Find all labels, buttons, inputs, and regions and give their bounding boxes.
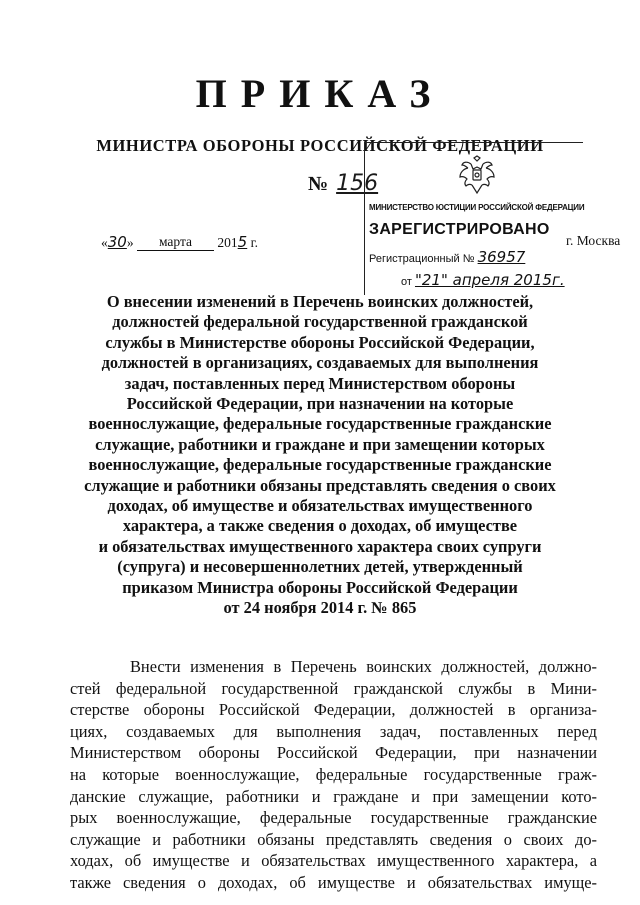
body-line: Внести изменения в Перечень воинских должностей, должно- — [130, 657, 597, 676]
body-line: стей федеральной государственной гражданской службы в Мини- — [70, 678, 597, 698]
body-line: циях, создаваемых для выполнения задач, поставленных перед — [70, 721, 597, 741]
heading-line: военнослужащие, федеральные государственные гражданские — [88, 455, 552, 475]
stamp-reg-label: Регистрационный № — [369, 253, 475, 265]
order-number-label: № — [308, 173, 329, 195]
date-close-quote: » — [126, 235, 134, 250]
heading-line: приказом Министра обороны Российской Федерации — [122, 577, 518, 597]
heading-line: служащие, работники и граждане и при замещении которых — [95, 434, 545, 454]
heading-line: и обязательствах имущественного характера своих супруги — [98, 536, 542, 556]
registration-stamp — [364, 142, 583, 295]
body-line: также сведения о доходах, об имуществе и обязательствах имуще- — [70, 872, 597, 892]
city: г. Москва — [566, 233, 621, 248]
body-line: на которые военнослужащие, федеральные государственные граж- — [70, 764, 597, 784]
heading-line: служащие и работники обязаны представлять сведения о своих — [84, 475, 556, 495]
date-year-unit: г. — [250, 235, 258, 250]
date-open-quote: « — [101, 235, 108, 250]
heading-line: характера, а также сведения о доходах, об имуществе — [122, 516, 518, 536]
heading-line: службы в Министерстве обороны Российской Федерации, — [105, 332, 535, 352]
stamp-date-value: "21" апреля 2015г. — [414, 271, 565, 289]
date-year-prefix: 201 — [217, 235, 238, 250]
order-number-value: 156 — [336, 171, 379, 196]
heading-line: военнослужащие, федеральные государственные гражданские — [88, 414, 552, 434]
body-line: служащие и работники обязаны представлять сведения о своих до- — [70, 829, 597, 849]
order-heading — [60, 292, 580, 619]
double-headed-eagle-icon — [457, 155, 497, 195]
heading-line: О внесении изменений в Перечень воинских должностей, — [106, 292, 534, 311]
date-month: марта — [155, 234, 196, 251]
body-line: рых военнослужащие, федеральные государственные гражданские — [70, 808, 597, 828]
heading-line: доходах, об имуществе и обязательствах имущественного — [107, 496, 533, 516]
date-year-suffix: 5 — [237, 233, 248, 251]
date-blank-left — [137, 250, 155, 251]
heading-line: должностей федеральной государственной гражданской — [112, 312, 528, 332]
body-line: данские служащие, работники и граждане и при замещении кото- — [70, 786, 597, 806]
date-blank-right — [196, 250, 214, 251]
date-day: 30 — [107, 233, 127, 251]
stamp-ministry: МИНИСТЕРСТВО ЮСТИЦИИ РОССИЙСКОЙ ФЕДЕРАЦИИ — [369, 203, 585, 212]
document-issuer: МИНИСТРА ОБОРОНЫ РОССИЙСКОЙ ФЕДЕРАЦИИ — [96, 136, 544, 155]
heading-line: задач, поставленных перед Министерством обороны — [124, 373, 516, 393]
body-line: Министерством обороны Российской Федерации, при назначении — [70, 743, 597, 763]
heading-line: должностей в организациях, создаваемых для выполнения — [101, 353, 539, 373]
body-line: ходах, об имуществе и обязательствах имущественного характера, а — [70, 851, 597, 871]
stamp-registration-date — [401, 271, 565, 289]
stamp-registered: ЗАРЕГИСТРИРОВАНО — [369, 221, 550, 238]
document-title: ПРИКАЗ — [195, 71, 445, 116]
stamp-reg-number: 36957 — [477, 248, 526, 266]
body-line: стерстве обороны Российской Федерации, должностей в организа- — [70, 700, 597, 720]
order-date — [101, 233, 258, 251]
stamp-registration-number — [369, 248, 525, 266]
stamp-date-prefix: от — [401, 276, 412, 288]
heading-line: от 24 ноября 2014 г. № 865 — [223, 598, 417, 618]
order-body — [70, 656, 597, 894]
heading-line: (супруга) и несовершеннолетних детей, утвержденный — [117, 557, 523, 577]
heading-line: Российской Федерации, при назначении на которые — [126, 394, 514, 414]
